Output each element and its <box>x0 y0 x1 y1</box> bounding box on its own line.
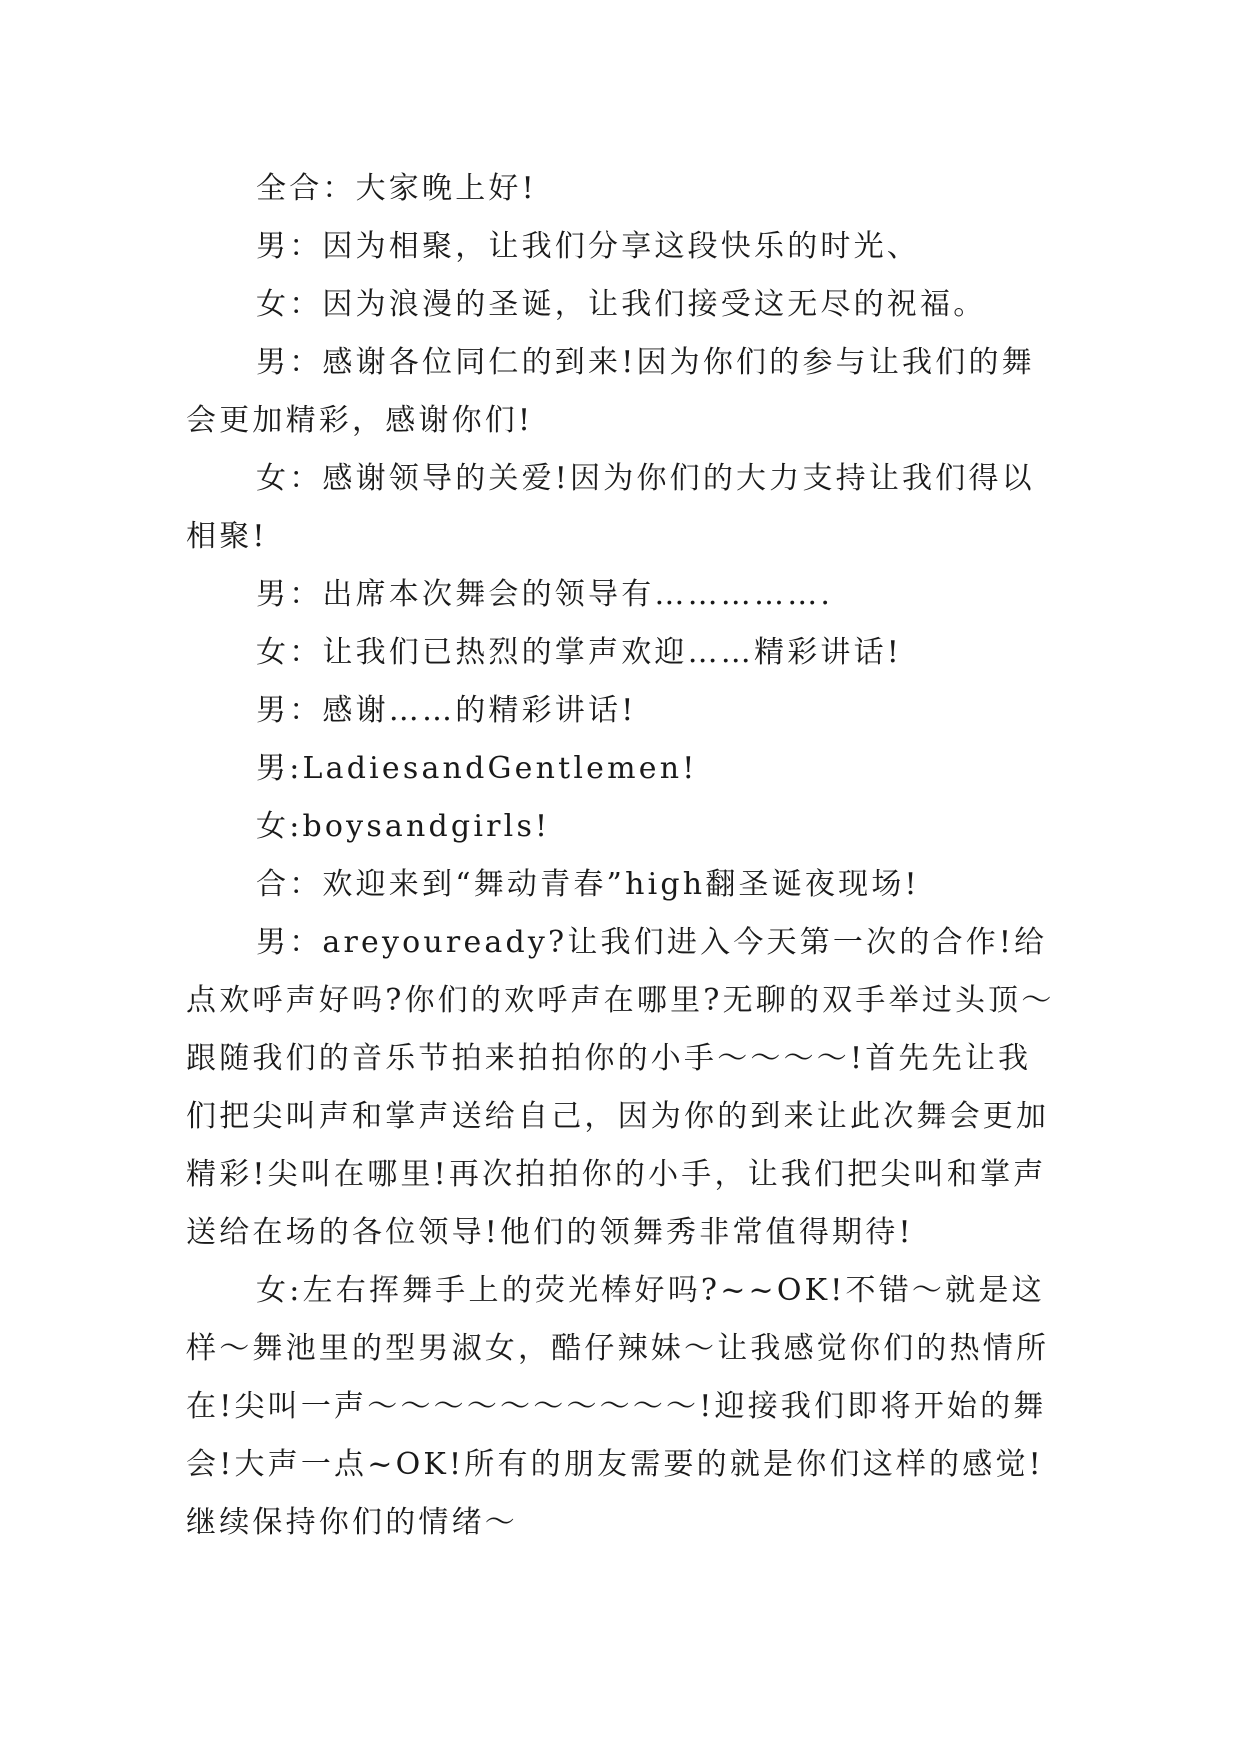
paragraph-all-greeting: 全合：大家晚上好! <box>256 171 537 206</box>
paragraph-female-welcome-speech: 女：让我们已热烈的掌声欢迎……精彩讲话! <box>256 635 903 670</box>
paragraph-female-glow-sticks: 女:左右挥舞手上的荧光棒好吗?~~OK!不错～就是这样～舞池里的型男淑女，酷仔辣妹～让我感觉你们的热情所在!尖叫一声～～～～～～～～～～!迎接我们即将开始的舞会!大声一点~OK!所有的朋友需要的就是你们这样的感觉!继续保持你们的情绪～ <box>186 1273 1050 1540</box>
paragraph-male-ladies-gentlemen: 男:LadiesandGentlemen! <box>256 751 698 786</box>
paragraph-male-thanks-speech: 男：感谢……的精彩讲话! <box>256 693 637 728</box>
paragraph-together-welcome: 合：欢迎来到“舞动青春”high翻圣诞夜现场! <box>256 867 920 902</box>
paragraph-male-attending-leaders: 男：出席本次舞会的领导有……………. <box>256 577 834 612</box>
paragraph-female-christmas: 女：因为浪漫的圣诞，让我们接受这无尽的祝福。 <box>256 287 987 322</box>
paragraph-female-boys-girls: 女:boysandgirls! <box>256 809 551 844</box>
paragraph-male-gathering: 男：因为相聚，让我们分享这段快乐的时光、 <box>256 229 920 264</box>
script-text-body <box>186 160 1056 1552</box>
paragraph-female-thanks-leaders: 女：感谢领导的关爱!因为你们的大力支持让我们得以相聚! <box>186 461 1035 554</box>
paragraph-male-thanks-colleagues: 男：感谢各位同仁的到来!因为你们的参与让我们的舞会更加精彩，感谢你们! <box>186 345 1035 438</box>
paragraph-male-are-you-ready: 男：areyouready?让我们进入今天第一次的合作!给点欢呼声好吗?你们的欢呼声在哪里?无聊的双手举过头顶～跟随我们的音乐节拍来拍拍你的小手～～～～!首先先让我们把尖叫声和掌声送给自己，因为你的到来让此次舞会更加精彩!尖叫在哪里!再次拍拍你的小手，让我们把尖叫和掌声送给在场的各位领导!他们的领舞秀非常值得期待! <box>186 925 1055 1250</box>
